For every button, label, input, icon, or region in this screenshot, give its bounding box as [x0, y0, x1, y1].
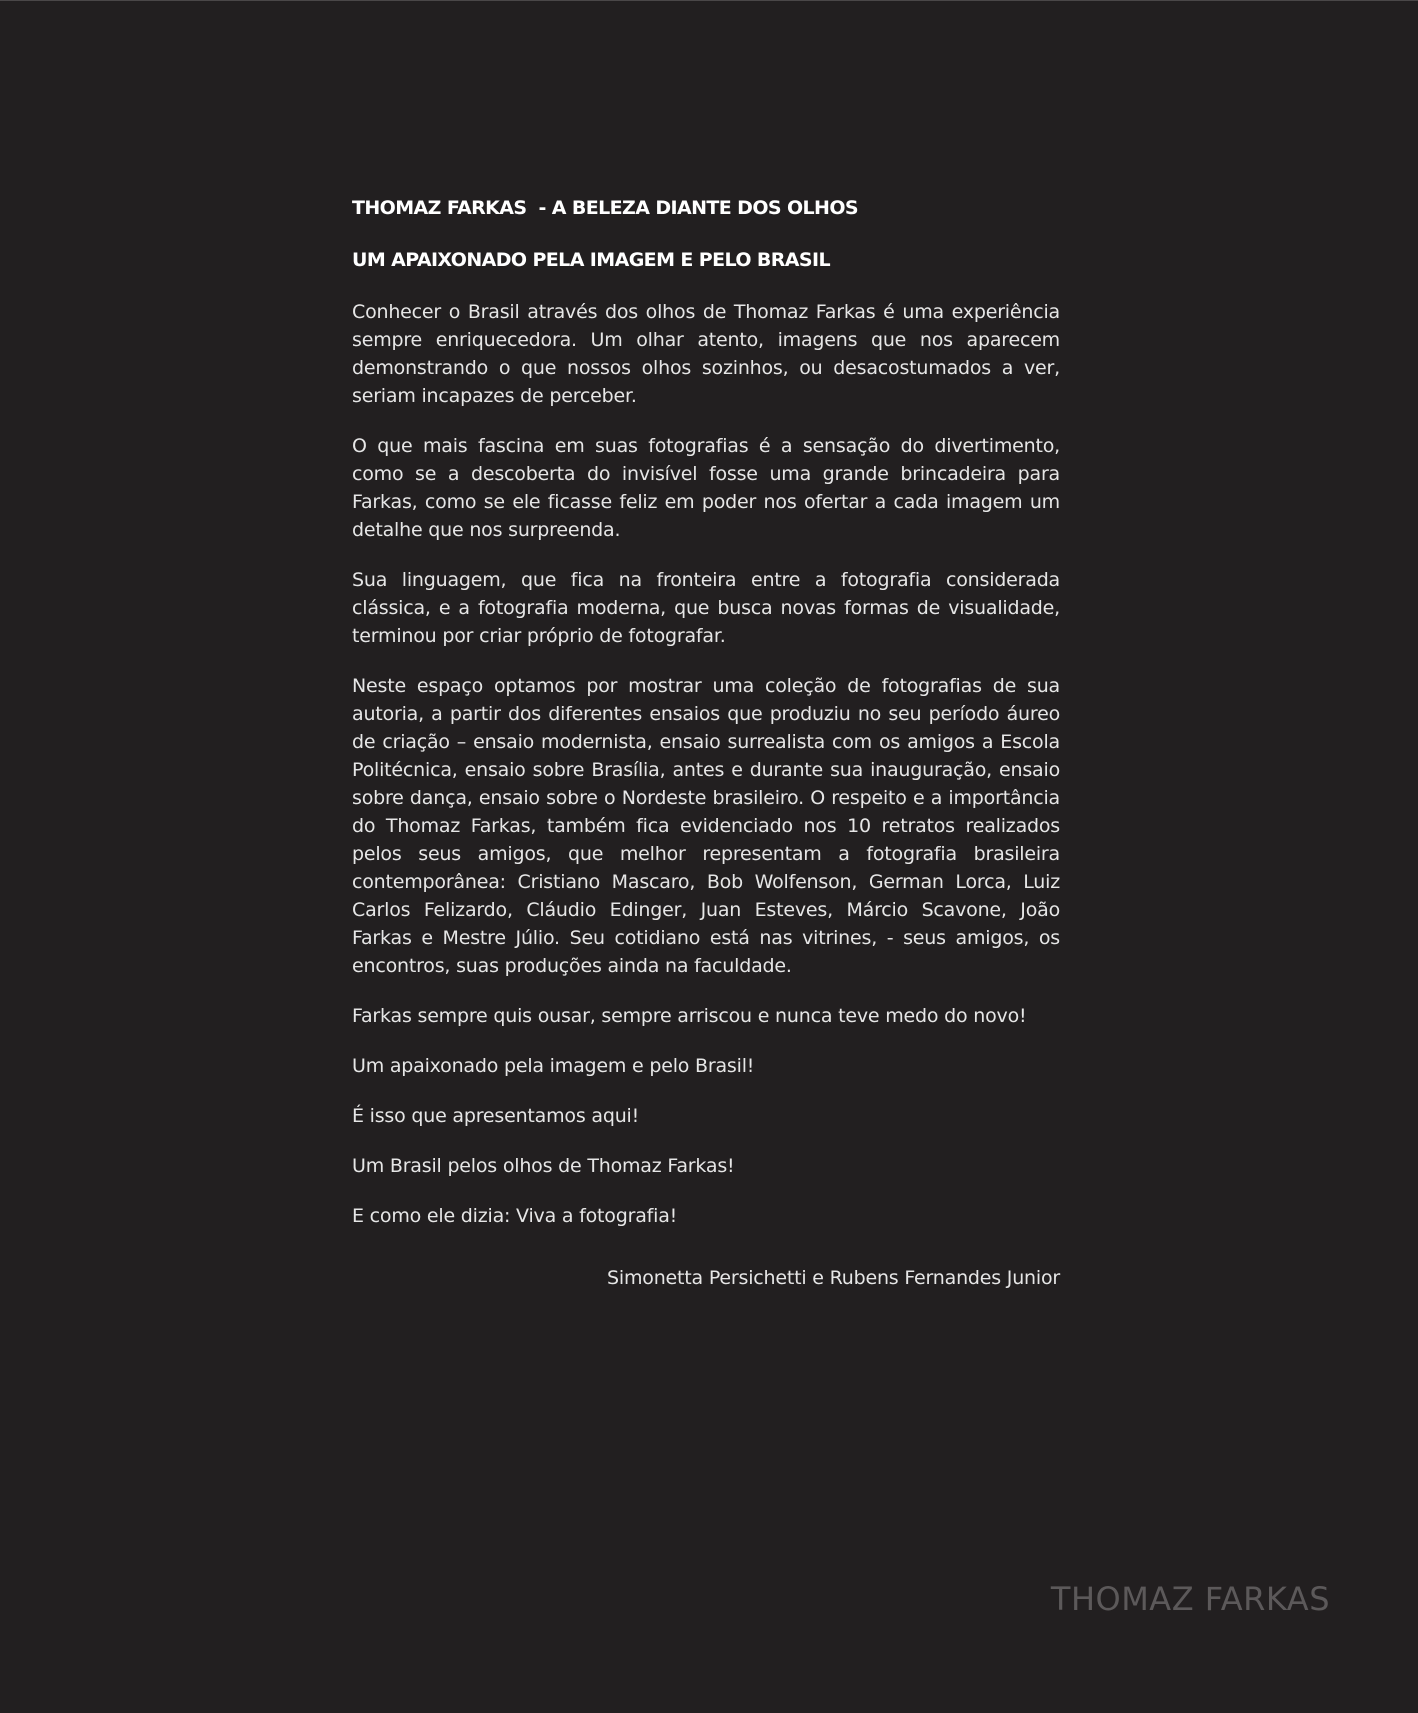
author-signature: Simonetta Persichetti e Rubens Fernandes Junior	[607, 1267, 1060, 1289]
page-subtitle: UM APAIXONADO PELA IMAGEM E PELO BRASIL	[352, 249, 830, 271]
paragraph-viva: E como ele dizia: Viva a fotografia!	[352, 1205, 678, 1227]
paragraph-intro: Conhecer o Brasil através dos olhos de Thomaz Farkas é uma experiência sempre enriquecedora. Um olhar atento, imagens que nos aparecem demonstrando o que nossos olhos sozinhos, ou desacostumados a ver, seriam incapazes de perceber.	[352, 301, 1060, 407]
paragraph-language: Sua linguagem, que fica na fronteira entre a fotografia considerada clássica, e a fotografia moderna, que busca novas formas de visualidade, terminou por criar próprio de fotografar.	[352, 569, 1060, 647]
paragraph-fascination: O que mais fascina em suas fotografias é a sensação do divertimento, como se a descoberta do invisível fosse uma grande brincadeira para Farkas, como se ele ficasse feliz em poder nos ofertar a cada imagem um detalhe que nos surpreenda.	[352, 435, 1060, 541]
paragraph-dare: Farkas sempre quis ousar, sempre arriscou e nunca teve medo do novo!	[352, 1005, 1027, 1027]
paragraph-collection: Neste espaço optamos por mostrar uma coleção de fotografias de sua autoria, a partir dos diferentes ensaios que produziu no seu período áureo de criação – ensaio modernista, ensaio surrealista com os amigos a Escola Politécnica, ensaio sobre Brasília, antes e durante sua inauguração, ensaio sobre dança, ensaio sobre o Nordeste brasileiro. O respeito e a importância do Thomaz Farkas, também fica evidenciado nos 10 retratos realizados pelos seus amigos, que melhor representam a fotografia brasileira contemporânea: Cristiano Mascaro, Bob Wolfenson, German Lorca, Luiz Carlos Felizardo, Cláudio Edinger, Juan Esteves, Márcio Scavone, João Farkas e Mestre Júlio. Seu cotidiano está nas vitrines, - seus amigos, os encontros, suas produções ainda na faculdade.	[352, 675, 1060, 977]
paragraph-passion: Um apaixonado pela imagem e pelo Brasil!	[352, 1055, 755, 1077]
page-title: THOMAZ FARKAS - A BELEZA DIANTE DOS OLHOS	[352, 197, 858, 219]
paragraph-brazil: Um Brasil pelos olhos de Thomaz Farkas!	[352, 1155, 735, 1177]
paragraph-present: É isso que apresentamos aqui!	[352, 1105, 640, 1127]
top-border	[0, 0, 1418, 1]
footer-brand: THOMAZ FARKAS	[1050, 1580, 1330, 1618]
article	[352, 194, 1060, 1292]
